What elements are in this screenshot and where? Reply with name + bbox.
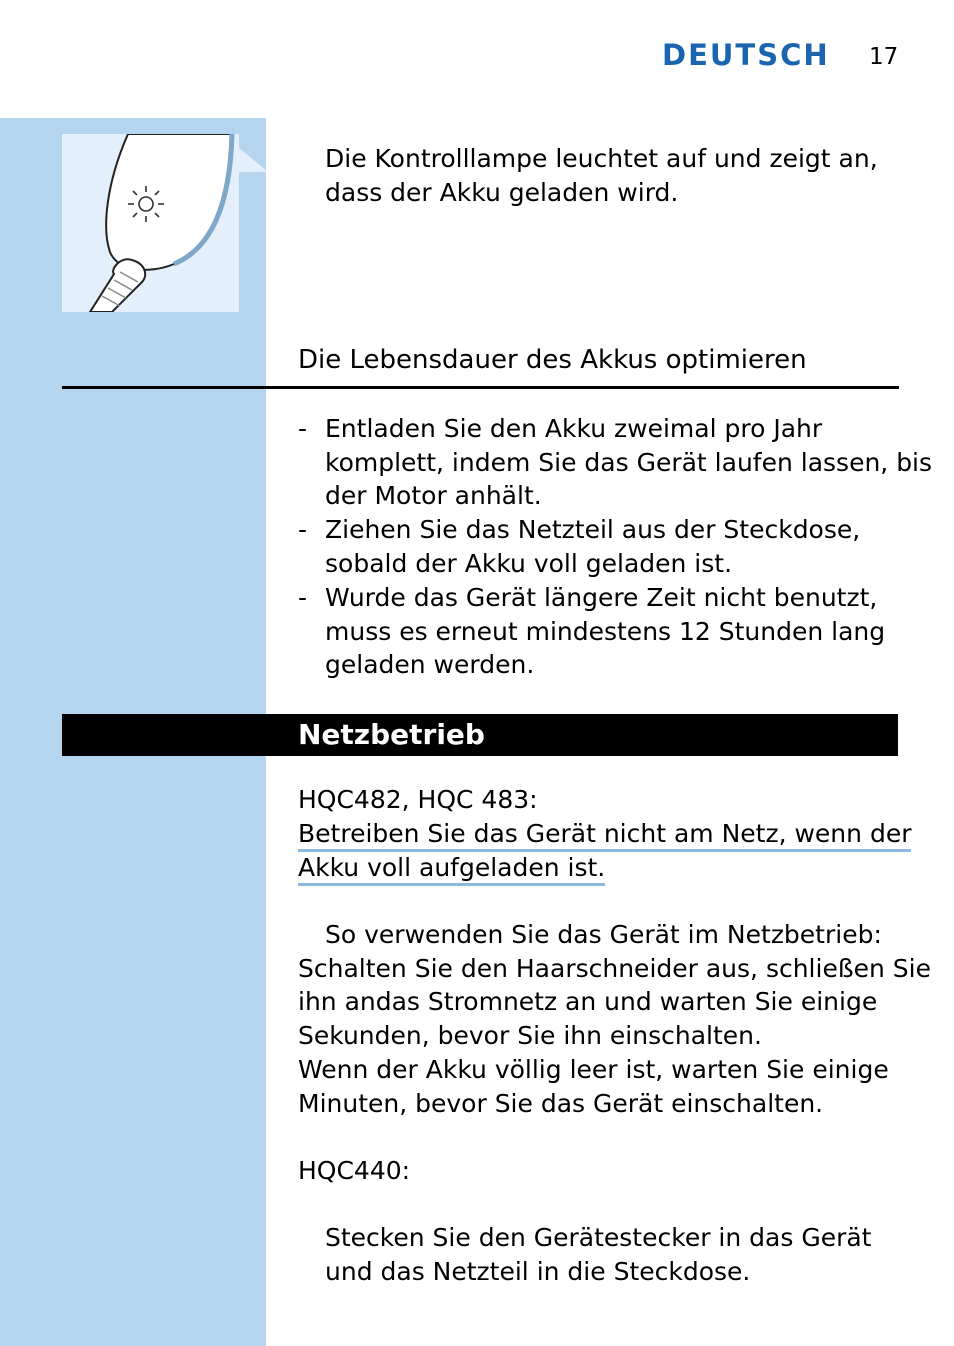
mains-section-title: Netzbetrieb [298, 718, 485, 751]
bullet-1-line-3: der Motor anhält. [325, 481, 542, 510]
section-rule [62, 386, 899, 389]
final-line-1: Stecken Sie den Gerätestecker in das Gerät [325, 1223, 872, 1252]
models-hqc482-483: HQC482, HQC 483: [298, 785, 538, 814]
bullet-1-line-1: Entladen Sie den Akku zweimal pro Jahr [325, 414, 823, 443]
bullet-3-line-1: Wurde das Gerät längere Zeit nicht benutzt, [325, 583, 878, 612]
howto-line-5: Minuten, bevor Sie das Gerät einschalten. [298, 1089, 824, 1118]
battery-section-title: Die Lebensdauer des Akkus optimieren [298, 345, 807, 375]
bullet-3-line-2: muss es erneut mindestens 12 Stunden lang [325, 617, 886, 646]
warning-line-2: Akku voll aufgeladen ist. [298, 851, 605, 886]
final-line-2: und das Netzteil in die Steckdose. [325, 1257, 751, 1286]
bullet-1-line-2: komplett, indem Sie das Gerät laufen lassen, bis [325, 448, 933, 477]
bullet-2-line-1: Ziehen Sie das Netzteil aus der Steckdose, [325, 515, 861, 544]
charging-indicator-light-illustration [62, 134, 268, 312]
howto-line-2: ihn andas Stromnetz an und warten Sie einige [298, 987, 878, 1016]
howto-line-4: Wenn der Akku völlig leer ist, warten Sie einige [298, 1055, 889, 1084]
bullet-marker: - [298, 414, 308, 443]
bullet-3-line-3: geladen werden. [325, 650, 535, 679]
warning-line-1: Betreiben Sie das Gerät nicht am Netz, wenn der [298, 817, 911, 852]
howto-line-1: Schalten Sie den Haarschneider aus, schließen Sie [298, 954, 931, 983]
intro-line-1: Die Kontrolllampe leuchtet auf und zeigt an, [325, 144, 878, 173]
howto-heading: So verwenden Sie das Gerät im Netzbetrieb: [325, 920, 882, 949]
intro-line-2: dass der Akku geladen wird. [325, 178, 679, 207]
language-header: DEUTSCH [662, 38, 830, 72]
bullet-marker: - [298, 515, 308, 544]
page-number: 17 [869, 44, 899, 70]
howto-line-3: Sekunden, bevor Sie ihn einschalten. [298, 1021, 762, 1050]
bullet-2-line-2: sobald der Akku voll geladen ist. [325, 549, 733, 578]
models-hqc440: HQC440: [298, 1156, 411, 1185]
bullet-marker: - [298, 583, 308, 612]
